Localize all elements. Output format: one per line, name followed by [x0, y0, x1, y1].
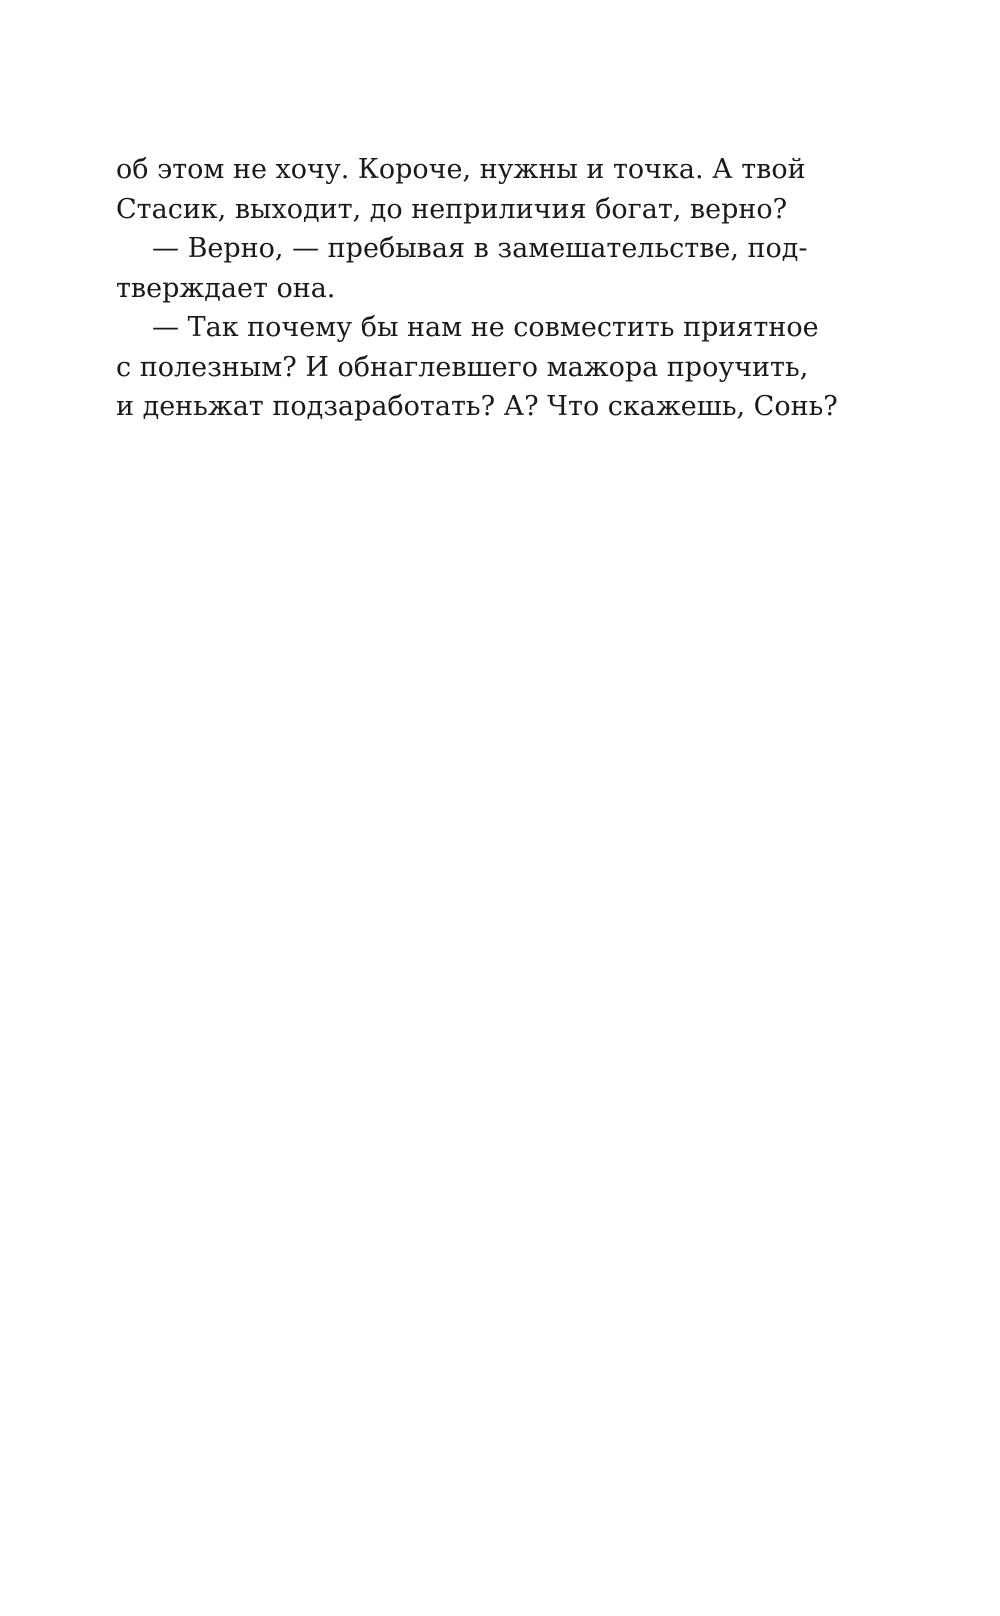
text-line: и деньжат подзаработать? А? Что скажешь, Сонь? — [116, 391, 838, 422]
body-text — [116, 150, 838, 427]
text-line: об этом не хочу. Короче, нужны и точка. А твой — [116, 154, 806, 185]
text-line: — Верно, — пребывая в замешательстве, под- — [152, 233, 808, 264]
text-line: тверждает она. — [116, 272, 336, 304]
text-line: Стасик, выходит, до неприличия богат, верно? — [116, 193, 788, 225]
text-line: с полезным? И обнаглевшего мажора проучить, — [116, 351, 809, 383]
text-line: — Так почему бы нам не совместить приятное — [152, 312, 819, 343]
